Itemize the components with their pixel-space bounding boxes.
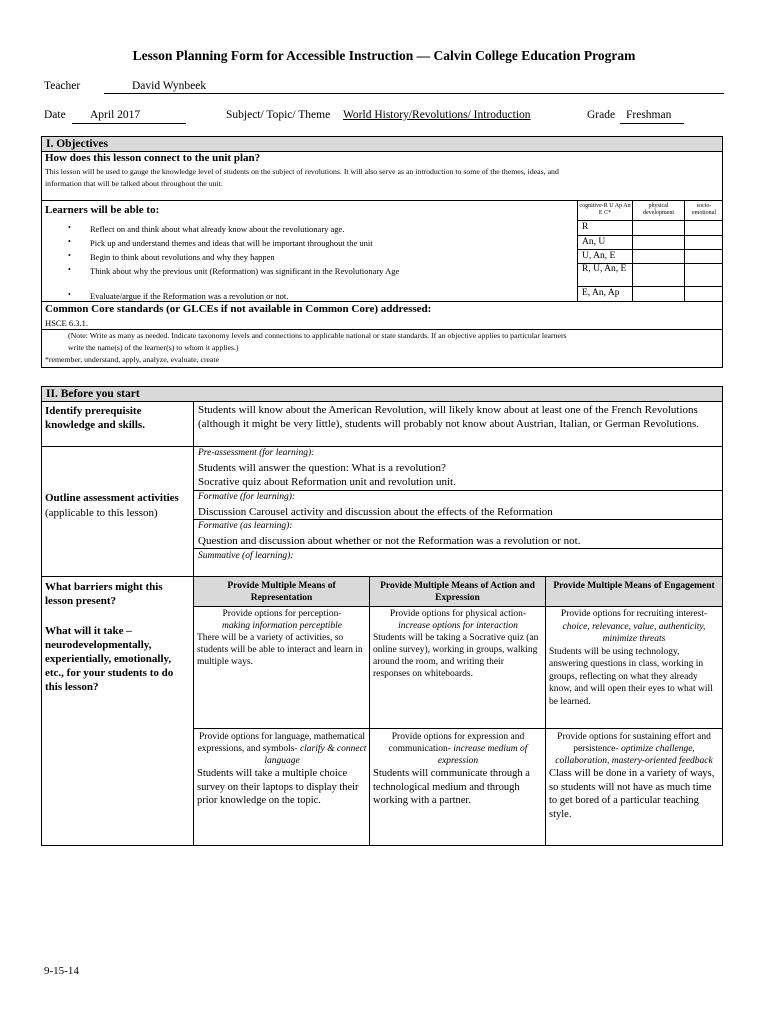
grade-value: Freshman [626, 109, 672, 121]
formative-as-text: Question and discussion about whether or not the Reformation was a revolution or not. [198, 535, 581, 547]
barriers-q1: What barriers might this lesson present? [45, 581, 163, 607]
summative-label: Summative (of learning): [198, 551, 294, 561]
standard-value: HSCE 6.3.1. [45, 318, 88, 328]
col-engagement: Provide Multiple Means of Engagement [553, 581, 715, 591]
objective-list [68, 223, 570, 301]
subject-value: World History/Revolutions/ Introduction [343, 109, 531, 121]
col-socio: socio-emotional [692, 203, 716, 216]
barriers-q2: What will it take – neurodevelopmentally, experientially, emotionally, etc., for your students to do this lesson? [45, 625, 174, 693]
list-item: • Reflect on and think about what already know about the revolutionary age. [68, 223, 345, 234]
before-heading: II. Before you start [42, 387, 722, 401]
list-item: • Pick up and understand themes and ideas that will be important throughout the unit [68, 237, 373, 248]
engagement-cell-2: Provide options for sustaining effort and persistence- optimize challenge, collaboration, mastery-oriented feedback Class will be done in a variety of ways, so students will not have as much time to get bored of a particular teaching style. [549, 732, 715, 820]
teacher-label: Teacher [44, 80, 81, 92]
assessment-label-sub: (applicable to this lesson) [45, 507, 158, 519]
cognitive-level: E, An, Ap [582, 288, 620, 298]
assessment-label [45, 491, 190, 521]
teacher-value: David Wynbeek [132, 80, 207, 92]
subject-label: Subject/ Topic/ Theme [226, 109, 331, 121]
objectives-heading: I. Objectives [42, 137, 722, 151]
engagement-cell-1: Provide options for recruiting interest- choice, relevance, value, authenticity, minimize threats Students will be using technology, answering questions in class, working in groups, reflecting on what they already know, and will open their eyes to what will be learned. [549, 609, 713, 707]
note-line2: write the name(s) of the learner(s) to whom it applies.) [68, 343, 239, 352]
taxonomy-footnote: *remember, understand, apply, analyze, evaluate, create [45, 355, 220, 364]
representation-cell-1: Provide options for perception- making information perceptible There will be a variety of activities, so students will be able to interact and learn in multiple ways. [197, 609, 363, 667]
date-field [72, 109, 186, 124]
grade-field [620, 109, 684, 124]
prereq-text: Students will know about the American Revolution, will likely know about at least one of the French Revolutions (although it might be very little), students will probably not know about Austrian, Italian, or German Revolutions. [198, 404, 700, 430]
col-cognitive: cognitive-R U Ap An E C* [579, 203, 631, 216]
date-label: Date [44, 109, 66, 121]
cognitive-level: R, U, An, E [582, 264, 627, 274]
representation-cell-2: Provide options for language, mathematical expressions, and symbols- clarify & connect language Students will take a multiple choice survey on their laptops to display their prior knowledge on the topic. [197, 732, 367, 806]
assessment-label-main: Outline assessment activities [45, 492, 179, 504]
pre-assessment-label: Pre-assessment (for learning): [198, 448, 315, 458]
cognitive-level: An, U [582, 237, 606, 247]
list-item: • Begin to think about revolutions and why they happen [68, 251, 275, 262]
note-line1: (Note: Write as many as needed. Indicate taxonomy levels and connections to applicable national or state standards. If an objective applies to particular learners [68, 331, 567, 340]
col-action-expression: Provide Multiple Means of Action and Expression [380, 581, 535, 603]
teacher-field [104, 80, 724, 94]
connect-question: How does this lesson connect to the unit plan? [45, 152, 261, 164]
footer-date: 9-15-14 [44, 965, 79, 977]
cognitive-level: R [582, 222, 589, 232]
standards-heading: Common Core standards (or GLCEs if not available in Common Core) addressed: [45, 303, 432, 315]
learners-heading: Learners will be able to: [45, 204, 160, 216]
formative-as-label: Formative (as learning): [198, 521, 293, 531]
connect-answer-line1: This lesson will be used to gauge the knowledge level of students on the subject of revolutions. It will also serve as an introduction to some of the themes, ideas, and [45, 167, 559, 176]
date-value: April 2017 [90, 109, 141, 121]
pre-assessment-line2: Socrative quiz about Reformation unit and revolution unit. [198, 476, 456, 488]
cognitive-level: U, An, E [582, 251, 616, 261]
action-cell-1: Provide options for physical action- increase options for interaction Students will be taking a Socrative quiz (an online survey), working in groups, walking around the room, and writing their responses on whiteboards. [373, 609, 539, 679]
list-item: • Think about why the previous unit (Reformation) was significant in the Revolutionary Age [68, 265, 400, 276]
col-physical: physical development [643, 203, 674, 216]
grade-label: Grade [587, 109, 616, 121]
pre-assessment-line1: Students will answer the question: What is a revolution? [198, 462, 446, 474]
connect-answer-line2: information that will be talked about throughout the unit. [45, 179, 223, 188]
prereq-label: Identify prerequisite knowledge and skills. [45, 405, 145, 431]
col-representation: Provide Multiple Means of Representation [227, 581, 336, 603]
action-cell-2: Provide options for expression and communication- increase medium of expression Students will communicate through a technological medium and through working with a partner. [373, 732, 530, 806]
list-item: • Evaluate/argue if the Reformation was a revolution or not. [68, 290, 289, 301]
formative-learning-text: Discussion Carousel activity and discussion about the effects of the Reformation [198, 506, 553, 518]
barriers-question [45, 580, 190, 694]
form-title: Lesson Planning Form for Accessible Instruction — Calvin College Education Program [132, 48, 636, 63]
formative-learning-label: Formative (for learning): [198, 492, 296, 502]
